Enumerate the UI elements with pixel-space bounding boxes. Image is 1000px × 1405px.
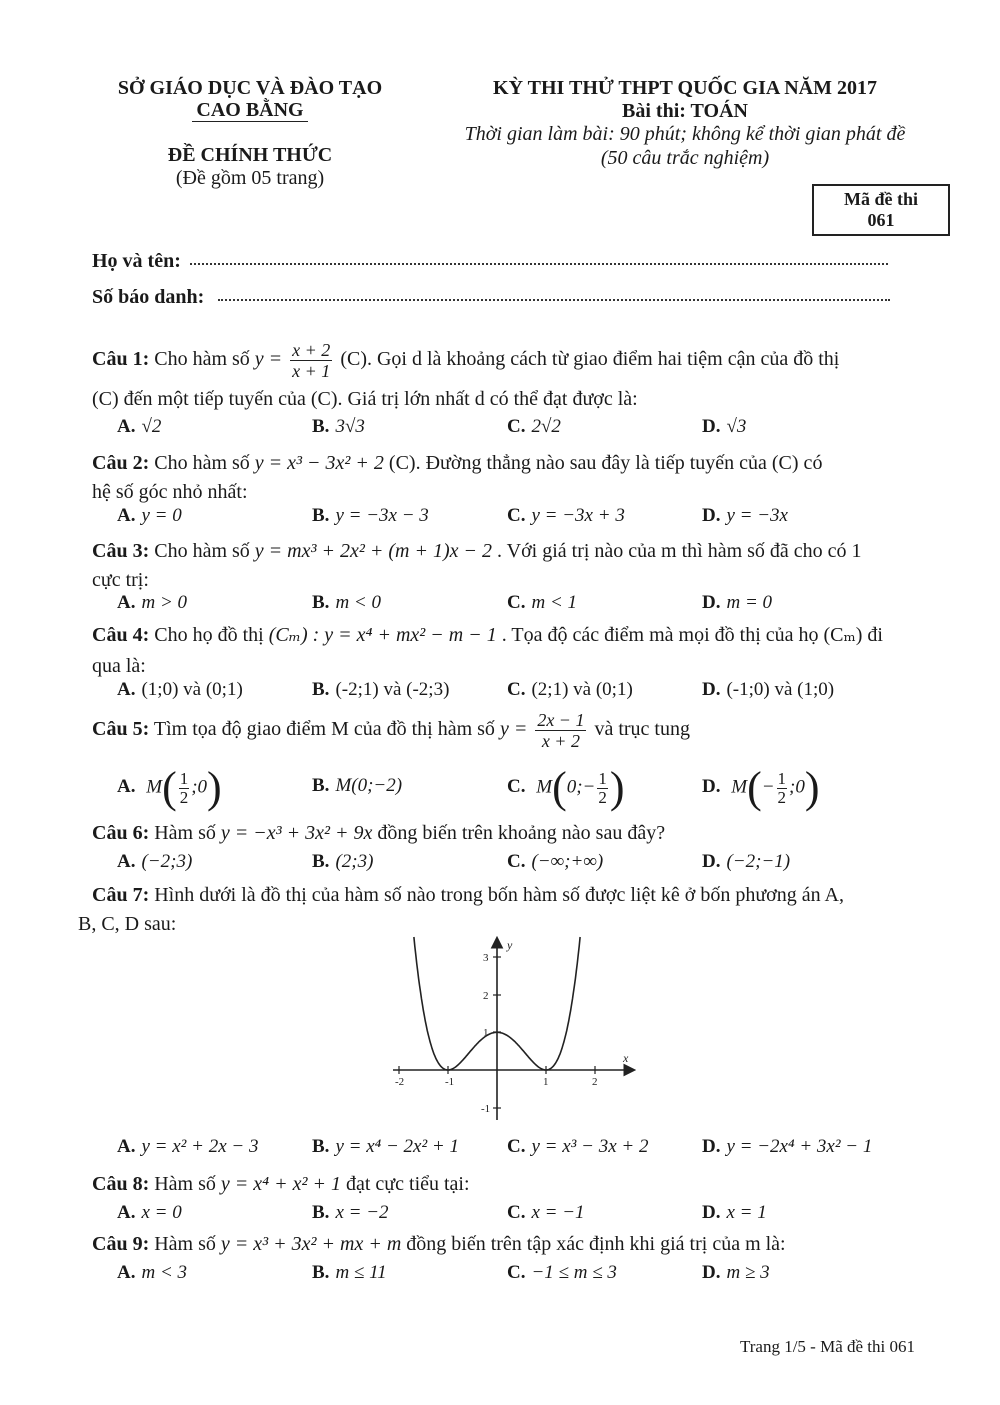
question-4-options bbox=[117, 676, 917, 706]
option-value: (-2;1) và (-2;3) bbox=[335, 679, 450, 700]
option-label: A. bbox=[117, 851, 136, 872]
option-label: A. bbox=[117, 505, 136, 526]
option-value: (−2;3) bbox=[141, 851, 193, 872]
option-value: (-1;0) và (1;0) bbox=[726, 679, 835, 700]
question-text: và trục tung bbox=[594, 718, 690, 741]
option-label: D. bbox=[702, 851, 721, 872]
option-value: (−2;−1) bbox=[726, 851, 791, 872]
fraction-numerator: 2x − 1 bbox=[537, 710, 585, 730]
option-label: C. bbox=[507, 851, 526, 872]
question-2-options bbox=[117, 502, 917, 532]
option-a[interactable] bbox=[117, 676, 243, 704]
question-3-options bbox=[117, 589, 917, 619]
question-label: Câu 2: bbox=[92, 452, 150, 474]
x-tick-label: 1 bbox=[543, 1076, 549, 1088]
option-label: D. bbox=[702, 592, 721, 613]
option-label: C. bbox=[507, 1136, 526, 1157]
option-label: B. bbox=[312, 1136, 330, 1157]
option-d[interactable] bbox=[702, 413, 746, 441]
x-tick-label: -2 bbox=[395, 1076, 405, 1088]
name-field[interactable] bbox=[190, 262, 888, 265]
option-c[interactable] bbox=[507, 848, 603, 876]
fraction-denominator: 2 bbox=[179, 787, 189, 807]
question-9-options bbox=[117, 1259, 917, 1289]
fraction-numerator: 1 bbox=[179, 768, 189, 788]
x-tick-label: 2 bbox=[592, 1076, 598, 1088]
question-text: (C). Đường thẳng nào sau đây là tiếp tuyến của (C) có bbox=[388, 452, 823, 474]
option-b[interactable] bbox=[312, 1259, 387, 1287]
subject-title: Bài thi: TOÁN bbox=[622, 100, 748, 122]
option-value: m ≥ 3 bbox=[726, 1262, 770, 1283]
option-c[interactable] bbox=[507, 502, 625, 530]
option-value: (−∞;+∞) bbox=[531, 851, 604, 872]
option-b[interactable] bbox=[312, 1199, 389, 1227]
fraction-numerator: x + 2 bbox=[292, 340, 331, 360]
option-point-name: M bbox=[536, 776, 553, 798]
option-value: m = 0 bbox=[726, 592, 773, 613]
question-4 bbox=[92, 620, 922, 650]
option-a[interactable] bbox=[117, 763, 222, 812]
fraction-denominator: x + 2 bbox=[541, 731, 580, 751]
option-point-name: M bbox=[731, 776, 748, 798]
option-value: y = x³ − 3x + 2 bbox=[531, 1136, 649, 1157]
option-d[interactable] bbox=[702, 676, 834, 704]
question-label: Câu 9: bbox=[92, 1233, 150, 1255]
option-label: A. bbox=[117, 416, 136, 437]
option-label: C. bbox=[507, 416, 526, 437]
question-text: (C). Gọi d là khoảng cách từ giao điểm hai tiệm cận của đồ thị bbox=[340, 348, 840, 371]
left-paren: ( bbox=[162, 763, 177, 812]
option-b[interactable] bbox=[312, 502, 429, 530]
question-math: y = bbox=[254, 348, 283, 371]
question-7-options bbox=[117, 1133, 917, 1163]
question-5 bbox=[92, 710, 922, 751]
function-graph bbox=[385, 935, 645, 1135]
option-c[interactable] bbox=[507, 589, 577, 617]
question-math: y = x³ − 3x² + 2 bbox=[254, 452, 384, 474]
option-c[interactable] bbox=[507, 763, 625, 812]
question-label: Câu 4: bbox=[92, 624, 150, 646]
question-text: Hàm số bbox=[154, 822, 216, 844]
option-label: D. bbox=[702, 776, 721, 798]
option-value: ;0 bbox=[789, 776, 805, 798]
page-footer: Trang 1/5 - Mã đề thi 061 bbox=[739, 1337, 915, 1356]
option-a[interactable] bbox=[117, 1259, 187, 1287]
x-axis-label: x bbox=[623, 1051, 629, 1065]
option-label: C. bbox=[507, 1262, 526, 1283]
question-math: y = −x³ + 3x² + 9x bbox=[220, 822, 373, 844]
option-value: − bbox=[761, 776, 775, 798]
option-label: D. bbox=[702, 416, 721, 437]
question-6-options bbox=[117, 848, 917, 878]
option-d[interactable] bbox=[702, 589, 772, 617]
option-value: (1;0) và (0;1) bbox=[141, 679, 243, 700]
question-1-line-2: (C) đến một tiếp tuyến của (C). Giá trị lớn nhất d có thể đạt được là: bbox=[92, 388, 638, 410]
question-1 bbox=[92, 340, 922, 381]
right-paren: ) bbox=[609, 763, 625, 812]
option-label: C. bbox=[507, 679, 526, 700]
question-text: Cho họ đồ thị bbox=[154, 624, 264, 646]
y-axis-label: y bbox=[507, 938, 513, 952]
question-4-line-2: qua là: bbox=[92, 655, 146, 677]
option-value: x = −1 bbox=[531, 1202, 585, 1223]
option-a[interactable] bbox=[117, 1133, 258, 1161]
option-value: (2;1) và (0;1) bbox=[531, 679, 633, 700]
y-tick-label: -1 bbox=[481, 1103, 491, 1115]
option-label: B. bbox=[312, 1202, 330, 1223]
question-text: Cho hàm số bbox=[154, 348, 250, 371]
option-value: m < 0 bbox=[335, 592, 381, 613]
fraction bbox=[290, 340, 332, 381]
question-math: (Cₘ) : y = x⁴ + mx² − m − 1 bbox=[268, 624, 497, 646]
option-value: m < 1 bbox=[531, 592, 578, 613]
option-b[interactable] bbox=[312, 1133, 459, 1161]
right-paren: ) bbox=[804, 763, 820, 812]
option-value: y = x² + 2x − 3 bbox=[141, 1136, 259, 1157]
option-value: 3√3 bbox=[335, 416, 365, 437]
name-label: Họ và tên: bbox=[92, 250, 181, 272]
option-value: √2 bbox=[141, 416, 162, 437]
question-label: Câu 5: bbox=[92, 718, 150, 741]
exam-code-label: Mã đề thi bbox=[844, 189, 918, 209]
question-text: Tìm tọa độ giao điểm M của đồ thị hàm số bbox=[153, 718, 495, 741]
question-text: . Với giá trị nào của m thì hàm số đã cho có 1 bbox=[496, 540, 862, 562]
fraction-denominator: 2 bbox=[777, 787, 787, 807]
option-value: x = 0 bbox=[141, 1202, 182, 1223]
exam-title: KỲ THI THỬ THPT QUỐC GIA NĂM 2017 bbox=[493, 77, 877, 99]
fraction bbox=[597, 770, 608, 807]
y-tick-label: 1 bbox=[483, 1027, 489, 1039]
question-6 bbox=[92, 818, 922, 848]
student-id-label: Số báo danh: bbox=[92, 286, 205, 308]
option-a[interactable] bbox=[117, 413, 161, 441]
option-value: y = x⁴ − 2x² + 1 bbox=[335, 1136, 460, 1157]
left-paren: ( bbox=[747, 763, 762, 812]
question-2-line-2: hệ số góc nhỏ nhất: bbox=[92, 481, 248, 503]
option-label: A. bbox=[117, 1262, 136, 1283]
question-text: Hàm số bbox=[154, 1233, 216, 1255]
question-8-options bbox=[117, 1199, 917, 1229]
option-b[interactable] bbox=[312, 772, 402, 800]
option-b[interactable] bbox=[312, 589, 381, 617]
fraction bbox=[777, 770, 788, 807]
province-text: CAO BẰNG bbox=[192, 99, 307, 122]
pages-note: (Đề gồm 05 trang) bbox=[175, 167, 325, 189]
option-c[interactable] bbox=[507, 1259, 617, 1287]
option-point-name: M bbox=[146, 776, 163, 798]
option-value: y = −3x + 3 bbox=[531, 505, 625, 526]
question-3 bbox=[92, 536, 922, 566]
option-value: 0;− bbox=[566, 776, 596, 798]
question-7-line-2: B, C, D sau: bbox=[78, 913, 177, 935]
option-label: C. bbox=[507, 505, 526, 526]
option-label: C. bbox=[507, 1202, 526, 1223]
right-paren: ) bbox=[207, 763, 222, 812]
option-value: −1 ≤ m ≤ 3 bbox=[531, 1262, 617, 1283]
question-2 bbox=[92, 448, 922, 478]
option-d[interactable] bbox=[702, 763, 820, 812]
question-label: Câu 3: bbox=[92, 540, 150, 562]
option-value: y = 0 bbox=[141, 505, 182, 526]
option-d[interactable] bbox=[702, 1133, 872, 1161]
question-text: đồng biến trên tập xác định khi giá trị của m là: bbox=[406, 1233, 786, 1255]
option-d[interactable] bbox=[702, 502, 788, 530]
option-label: B. bbox=[312, 505, 330, 526]
option-value: m < 3 bbox=[141, 1262, 188, 1283]
option-c[interactable] bbox=[507, 1199, 585, 1227]
exam-code-box bbox=[812, 184, 950, 236]
left-paren: ( bbox=[552, 763, 567, 812]
fraction-numerator: 1 bbox=[777, 768, 787, 788]
question-text: Hình dưới là đồ thị của hàm số nào trong bốn hàm số được liệt kê ở bốn phương án A, bbox=[154, 884, 844, 906]
option-label: A. bbox=[117, 1136, 136, 1157]
option-label: A. bbox=[117, 776, 136, 798]
question-math: y = bbox=[499, 718, 528, 741]
question-math: y = x⁴ + x² + 1 bbox=[220, 1173, 341, 1195]
option-label: A. bbox=[117, 592, 136, 613]
question-text: đồng biến trên khoảng nào sau đây? bbox=[377, 822, 666, 844]
option-b[interactable] bbox=[312, 413, 365, 441]
question-9 bbox=[92, 1229, 922, 1259]
option-label: D. bbox=[702, 679, 721, 700]
x-tick-label: -1 bbox=[445, 1076, 455, 1088]
option-label: A. bbox=[117, 1202, 136, 1223]
question-8 bbox=[92, 1169, 922, 1199]
option-a[interactable] bbox=[117, 848, 192, 876]
option-label: B. bbox=[312, 416, 330, 437]
option-a[interactable] bbox=[117, 502, 182, 530]
fraction-denominator: 2 bbox=[598, 787, 607, 807]
question-text: Cho hàm số bbox=[154, 452, 250, 474]
option-value: (2;3) bbox=[335, 851, 374, 872]
question-math: y = mx³ + 2x² + (m + 1)x − 2 bbox=[254, 540, 492, 562]
option-c[interactable] bbox=[507, 1133, 648, 1161]
fraction bbox=[179, 770, 190, 807]
official-label: ĐỀ CHÍNH THỨC bbox=[167, 144, 333, 166]
option-value: m > 0 bbox=[141, 592, 188, 613]
option-label: A. bbox=[117, 679, 136, 700]
option-label: B. bbox=[312, 775, 330, 796]
option-label: B. bbox=[312, 592, 330, 613]
option-label: B. bbox=[312, 679, 330, 700]
option-value: y = −2x⁴ + 3x² − 1 bbox=[726, 1136, 873, 1157]
option-label: B. bbox=[312, 851, 330, 872]
option-a[interactable] bbox=[117, 1199, 182, 1227]
option-value: m ≤ 11 bbox=[335, 1262, 387, 1283]
option-value: x = 1 bbox=[726, 1202, 767, 1223]
question-label: Câu 6: bbox=[92, 822, 150, 844]
question-7 bbox=[92, 880, 922, 910]
option-d[interactable] bbox=[702, 848, 790, 876]
option-label: D. bbox=[702, 1262, 721, 1283]
fraction-numerator: 1 bbox=[598, 768, 607, 788]
option-value: x = −2 bbox=[335, 1202, 389, 1223]
option-c[interactable] bbox=[507, 413, 561, 441]
question-label: Câu 1: bbox=[92, 348, 150, 371]
option-label: D. bbox=[702, 1136, 721, 1157]
question-label: Câu 7: bbox=[92, 884, 150, 906]
question-count-note: (50 câu trắc nghiệm) bbox=[600, 147, 770, 169]
option-label: D. bbox=[702, 1202, 721, 1223]
question-5-options bbox=[117, 762, 917, 812]
option-a[interactable] bbox=[117, 589, 187, 617]
department-name: SỞ GIÁO DỤC VÀ ĐÀO TẠO bbox=[117, 77, 383, 99]
y-tick-label: 2 bbox=[483, 990, 489, 1002]
exam-code-value: 061 bbox=[867, 210, 895, 230]
option-value: √3 bbox=[726, 416, 747, 437]
option-value: y = −3x bbox=[726, 505, 788, 526]
fraction bbox=[535, 710, 586, 751]
question-label: Câu 8: bbox=[92, 1173, 150, 1195]
question-text: . Tọa độ các điểm mà mọi đồ thị của họ (Cₘ) đi bbox=[501, 624, 883, 646]
question-text: Cho hàm số bbox=[154, 540, 250, 562]
option-value: y = −3x − 3 bbox=[335, 505, 429, 526]
y-tick-label: 3 bbox=[483, 952, 489, 964]
option-c[interactable] bbox=[507, 676, 633, 704]
option-b[interactable] bbox=[312, 676, 449, 704]
option-d[interactable] bbox=[702, 1199, 767, 1227]
question-math: y = x³ + 3x² + mx + m bbox=[220, 1233, 402, 1255]
option-b[interactable] bbox=[312, 848, 373, 876]
fraction-denominator: x + 1 bbox=[292, 361, 331, 381]
province-name bbox=[100, 98, 400, 122]
question-3-line-2: cực trị: bbox=[92, 569, 149, 591]
option-label: C. bbox=[507, 592, 526, 613]
time-note: Thời gian làm bài: 90 phút; không kể thời gian phát đề bbox=[464, 123, 906, 145]
option-label: C. bbox=[507, 776, 526, 798]
option-value: ;0 bbox=[191, 776, 208, 798]
option-value: 2√2 bbox=[531, 416, 561, 437]
option-value: M(0;−2) bbox=[335, 775, 403, 796]
question-text: đạt cực tiểu tại: bbox=[345, 1173, 470, 1195]
option-label: B. bbox=[312, 1262, 330, 1283]
student-id-field[interactable] bbox=[218, 298, 890, 301]
option-label: D. bbox=[702, 505, 721, 526]
option-d[interactable] bbox=[702, 1259, 770, 1287]
question-text: Hàm số bbox=[154, 1173, 216, 1195]
question-1-options bbox=[117, 413, 917, 443]
